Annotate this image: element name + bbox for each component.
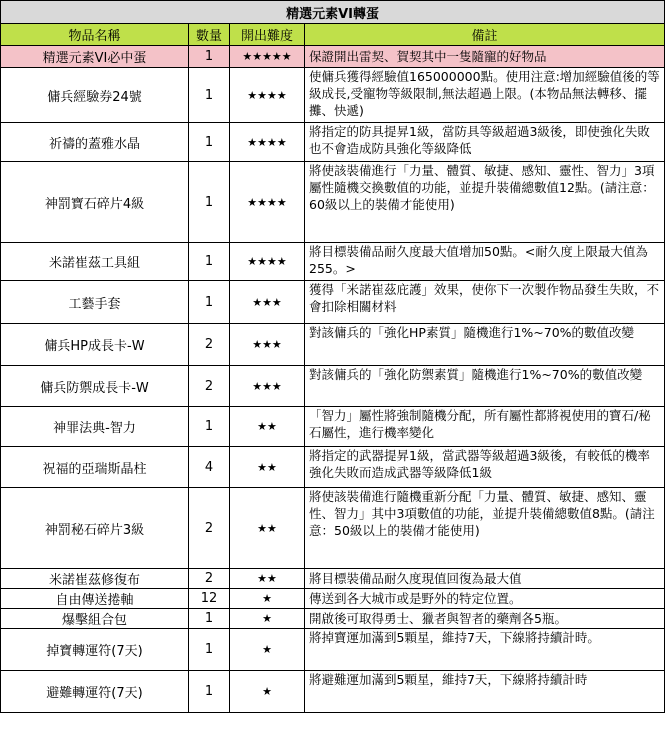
table-row [1,569,665,589]
difficulty-stars: ★★★★★ [230,46,305,68]
item-qty: 1 [189,609,230,629]
difficulty-stars: ★★ [230,407,305,447]
item-qty: 1 [189,281,230,324]
table-row [1,366,665,407]
item-note: 將指定的武器提昇1級，當武器等級超過3級後，有較低的機率強化失敗而造成武器等級降低1級 [305,447,665,488]
item-qty: 1 [189,629,230,671]
item-name: 工藝手套 [1,281,189,324]
item-qty: 2 [189,569,230,589]
item-name: 神罪法典-智力 [1,407,189,447]
item-name: 掉寶轉運符(7天) [1,629,189,671]
difficulty-stars: ★★★ [230,324,305,366]
item-note: 保證開出雷契、賀契其中一隻隨寵的好物品 [305,46,665,68]
header-difficulty: 開出難度 [230,24,305,46]
item-note: 傳送到各大城市或是野外的特定位置。 [305,589,665,609]
item-qty: 2 [189,324,230,366]
header-name: 物品名稱 [1,24,189,46]
item-note: 將使該裝備進行「力量、體質、敏捷、感知、靈性、智力」3項屬性隨機交換數值的功能，並提升裝備總數值12點。(請注意：60級以上的裝備才能使用) [305,162,665,243]
item-name: 神罰寶石碎片4級 [1,162,189,243]
item-name: 神罰秘石碎片3級 [1,488,189,569]
item-name: 米諾崔茲修復布 [1,569,189,589]
item-name: 傭兵防禦成長卡-W [1,366,189,407]
item-qty: 1 [189,46,230,68]
difficulty-stars: ★★★★ [230,123,305,162]
item-note: 開啟後可取得勇士、獵者與智者的藥劑各5瓶。 [305,609,665,629]
item-name: 傭兵HP成長卡-W [1,324,189,366]
header-note: 備註 [305,24,665,46]
difficulty-stars: ★★★★ [230,243,305,281]
item-name: 祈禱的蓋雅水晶 [1,123,189,162]
item-note: 對該傭兵的「強化HP素質」隨機進行1%~70%的數值改變 [305,324,665,366]
table-row [1,488,665,569]
item-qty: 1 [189,407,230,447]
item-name: 精選元素VI必中蛋 [1,46,189,68]
item-qty: 1 [189,671,230,713]
table-title: 精選元素VI轉蛋 [1,1,665,24]
table-row [1,609,665,629]
difficulty-stars: ★ [230,589,305,609]
item-name: 米諾崔茲工具組 [1,243,189,281]
item-name: 爆擊組合包 [1,609,189,629]
table-row [1,447,665,488]
item-note: 將目標裝備品耐久度最大值增加50點。<耐久度上限最大值為255。> [305,243,665,281]
item-qty: 1 [189,123,230,162]
table-row [1,629,665,671]
item-note: 對該傭兵的「強化防禦素質」隨機進行1%~70%的數值改變 [305,366,665,407]
item-note: 獲得「米諾崔茲庇護」效果，使你下一次製作物品發生失敗，不會扣除相關材料 [305,281,665,324]
difficulty-stars: ★ [230,671,305,713]
difficulty-stars: ★★ [230,569,305,589]
item-note: 將避難運加滿到5顆星，維持7天，下線將持續計時 [305,671,665,713]
table-row [1,243,665,281]
item-name: 祝福的亞瑞斯晶柱 [1,447,189,488]
table-row [1,281,665,324]
item-qty: 12 [189,589,230,609]
table-row [1,162,665,243]
item-name: 自由傳送捲軸 [1,589,189,609]
table-row [1,123,665,162]
item-name: 避難轉運符(7天) [1,671,189,713]
difficulty-stars: ★★★★ [230,68,305,123]
item-name: 傭兵經驗券24號 [1,68,189,123]
table-row [1,589,665,609]
difficulty-stars: ★ [230,629,305,671]
difficulty-stars: ★★★ [230,281,305,324]
item-note: 使傭兵獲得經驗值165000000點。使用注意:增加經驗值後的等級成長,受寵物等級限制,無法超過上限。(本物品無法轉移、擺攤、快遞) [305,68,665,123]
difficulty-stars: ★★ [230,488,305,569]
item-qty: 1 [189,68,230,123]
item-note: 「智力」屬性將強制隨機分配，所有屬性都將視使用的寶石/秘石屬性，進行機率變化 [305,407,665,447]
item-note: 將掉寶運加滿到5顆星，維持7天，下線將持續計時。 [305,629,665,671]
item-note: 將指定的防具提昇1級，當防具等級超過3級後，即使強化失敗也不會造成防具強化等級降低 [305,123,665,162]
difficulty-stars: ★★★ [230,366,305,407]
item-note: 將目標裝備品耐久度現值回復為最大值 [305,569,665,589]
difficulty-stars: ★ [230,609,305,629]
item-qty: 1 [189,243,230,281]
table-row [1,46,665,68]
table-row [1,407,665,447]
item-qty: 4 [189,447,230,488]
item-qty: 2 [189,488,230,569]
item-note: 將使該裝備進行隨機重新分配「力量、體質、敏捷、感知、靈性、智力」其中3項數值的功能，並提升裝備總數值8點。(請注意：50級以上的裝備才能使用) [305,488,665,569]
item-qty: 2 [189,366,230,407]
difficulty-stars: ★★ [230,447,305,488]
header-qty: 數量 [189,24,230,46]
table-row [1,68,665,123]
item-qty: 1 [189,162,230,243]
difficulty-stars: ★★★★ [230,162,305,243]
table-row [1,671,665,713]
table-row [1,324,665,366]
